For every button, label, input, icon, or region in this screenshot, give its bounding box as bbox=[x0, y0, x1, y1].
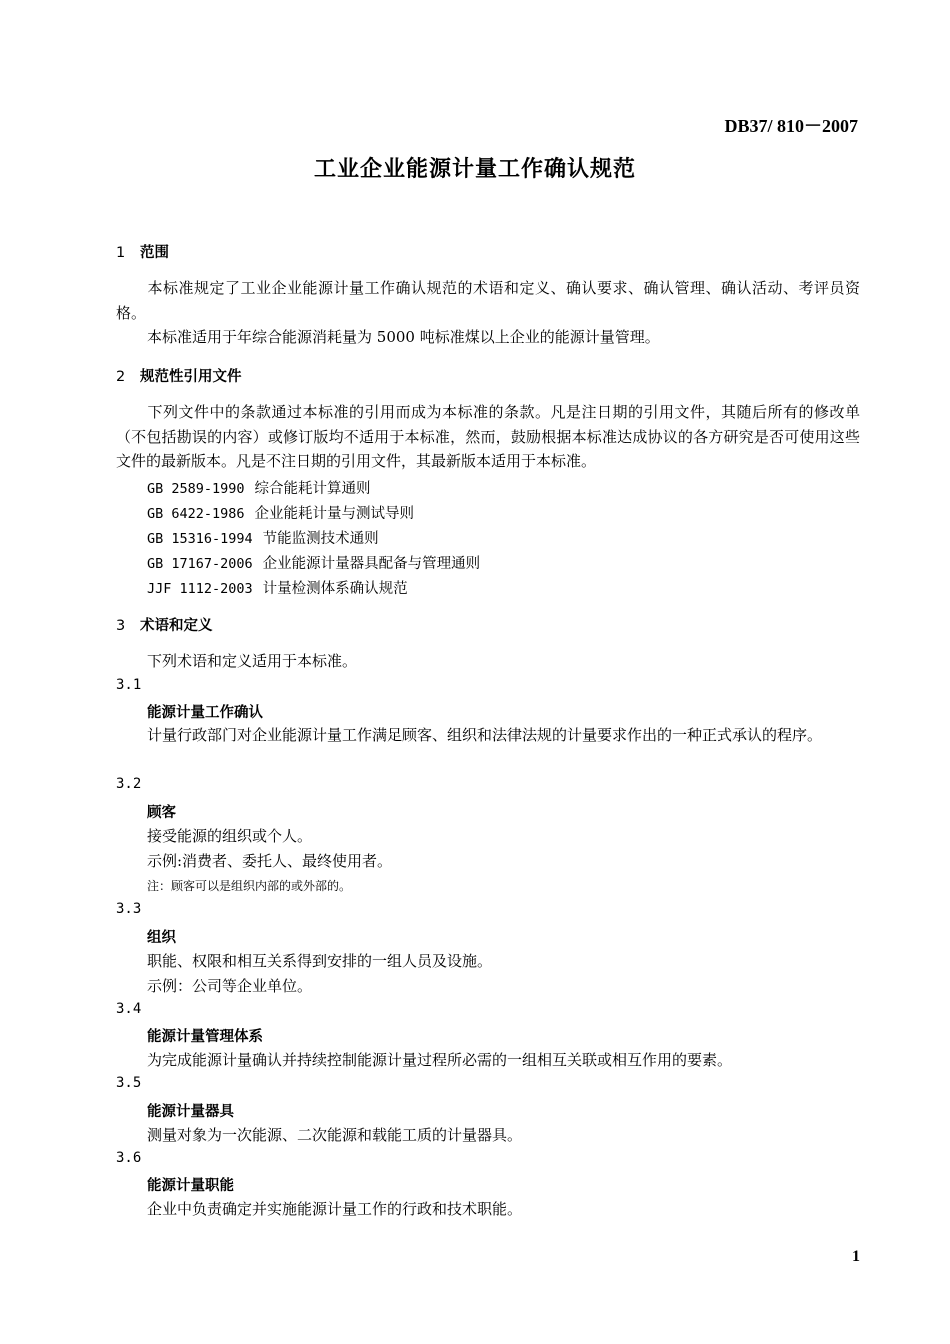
section-1-paragraph-1 bbox=[116, 276, 860, 325]
term-heading: 能源计量职能 bbox=[147, 1178, 234, 1194]
section-3-intro: 下列术语和定义适用于本标准。 bbox=[147, 652, 358, 670]
term-definition: 测量对象为一次能源、二次能源和载能工质的计量器具。 bbox=[147, 1126, 523, 1144]
paragraph-text: 下列文件中的条款通过本标准的引用而成为本标准的条款。凡是注日期的引用文件，其随后所有的修改单（不包括勘误的内容）或修订版均不适用于本标准，然而，鼓励根据本标准达成协议的各方研究是否可使用这些文件的最新版本。凡是不注日期的引用文件，其最新版本适用于本标准。 bbox=[116, 403, 860, 470]
document-title: 工业企业能源计量工作确认规范 bbox=[313, 157, 636, 182]
reference-title: 企业能源计量器具配备与管理通则 bbox=[262, 556, 481, 572]
clause-number: 3.1 bbox=[116, 677, 142, 693]
reference-title: 综合能耗计算通则 bbox=[254, 481, 371, 497]
reference-title: 企业能耗计量与测试导则 bbox=[254, 506, 415, 522]
reference-item bbox=[147, 577, 408, 598]
term-example: 示例：公司等企业单位。 bbox=[147, 977, 313, 995]
term-definition bbox=[116, 723, 860, 748]
term-note: 注：顾客可以是组织内部的或外部的。 bbox=[147, 879, 352, 893]
section-title: 范围 bbox=[140, 245, 169, 261]
reference-item bbox=[147, 552, 480, 573]
term-example: 示例:消费者、委托人、最终使用者。 bbox=[147, 852, 393, 870]
standard-number: DB37/ 810－2007 bbox=[724, 116, 858, 136]
section-number: 3 bbox=[116, 618, 126, 634]
clause-number: 3.2 bbox=[116, 776, 142, 792]
clause-number: 3.4 bbox=[116, 1001, 142, 1017]
section-number: 1 bbox=[116, 245, 126, 261]
section-1-heading bbox=[116, 241, 169, 262]
reference-code: GB 17167-2006 bbox=[147, 556, 253, 572]
section-title: 规范性引用文件 bbox=[140, 369, 242, 385]
term-heading: 能源计量工作确认 bbox=[147, 705, 263, 721]
section-number: 2 bbox=[116, 369, 126, 385]
term-heading: 能源计量管理体系 bbox=[147, 1029, 263, 1045]
section-2-heading bbox=[116, 365, 242, 386]
term-heading: 顾客 bbox=[147, 805, 176, 821]
term-definition: 为完成能源计量确认并持续控制能源计量过程所必需的一组相互关联或相互作用的要素。 bbox=[147, 1051, 733, 1069]
term-definition: 企业中负责确定并实施能源计量工作的行政和技术职能。 bbox=[147, 1200, 523, 1218]
page-number: 1 bbox=[852, 1248, 860, 1265]
reference-title: 节能监测技术通则 bbox=[262, 531, 379, 547]
section-title: 术语和定义 bbox=[140, 618, 213, 634]
reference-code: GB 15316-1994 bbox=[147, 531, 253, 547]
paragraph-text: 本标准规定了工业企业能源计量工作确认规范的术语和定义、确认要求、确认管理、确认活动、考评员资格。 bbox=[116, 279, 860, 322]
clause-number: 3.3 bbox=[116, 901, 142, 917]
term-heading: 能源计量器具 bbox=[147, 1104, 234, 1120]
clause-number: 3.5 bbox=[116, 1075, 142, 1091]
reference-code: GB 6422-1986 bbox=[147, 506, 245, 522]
reference-code: GB 2589-1990 bbox=[147, 481, 245, 497]
term-definition: 接受能源的组织或个人。 bbox=[147, 827, 313, 845]
reference-item bbox=[147, 527, 379, 548]
reference-code: JJF 1112-2003 bbox=[147, 581, 253, 597]
term-definition: 职能、权限和相互关系得到安排的一组人员及设施。 bbox=[147, 952, 493, 970]
paragraph-text: 本标准适用于年综合能源消耗量为 5000 吨标准煤以上企业的能源计量管理。 bbox=[147, 328, 660, 346]
section-2-paragraph-1 bbox=[116, 400, 860, 474]
reference-title: 计量检测体系确认规范 bbox=[262, 581, 408, 597]
reference-item bbox=[147, 477, 371, 498]
section-3-heading bbox=[116, 614, 213, 635]
term-heading: 组织 bbox=[147, 930, 176, 946]
section-1-paragraph-2 bbox=[116, 325, 860, 350]
clause-number: 3.6 bbox=[116, 1150, 142, 1166]
reference-item bbox=[147, 502, 414, 523]
definition-text: 计量行政部门对企业能源计量工作满足顾客、组织和法律法规的计量要求作出的一种正式承认的程序。 bbox=[147, 726, 823, 744]
